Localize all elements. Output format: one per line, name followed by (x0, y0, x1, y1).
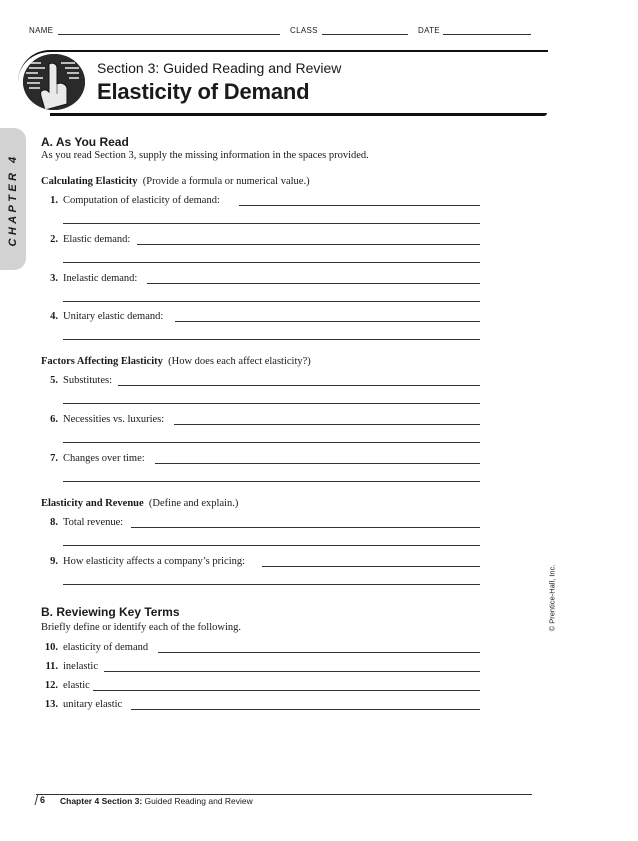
question-number: 6. (50, 414, 58, 425)
group-title: Elasticity and Revenue (41, 498, 144, 509)
question-number: 7. (50, 453, 58, 464)
question-text: Unitary elastic demand: (63, 311, 164, 322)
footer-caption (60, 796, 253, 806)
answer-line[interactable] (63, 481, 480, 482)
question-text: Elastic demand: (63, 234, 131, 245)
answer-line[interactable] (63, 223, 480, 224)
term-number: 11. (45, 661, 58, 672)
term-text: elastic (63, 680, 90, 691)
question-text: Necessities vs. luxuries: (63, 414, 165, 425)
answer-line[interactable] (147, 283, 480, 284)
answer-line[interactable] (63, 584, 480, 585)
term-number: 12. (44, 680, 58, 691)
footer-bold: Chapter 4 Section 3: (60, 796, 143, 806)
question-number: 1. (50, 195, 58, 206)
group-heading-revenue (41, 498, 238, 509)
section-a-instruction: As you read Section 3, supply the missing information in the spaces provided. (41, 150, 369, 161)
footer-rest: Guided Reading and Review (142, 796, 253, 806)
answer-line[interactable] (63, 301, 480, 302)
copyright-notice: © Prentice-Hall, Inc. (547, 564, 557, 632)
group-title: Calculating Elasticity (41, 176, 138, 187)
answer-line[interactable] (131, 527, 480, 528)
class-label: CLASS (290, 26, 318, 35)
group-heading-factors (41, 356, 311, 367)
question-text: Inelastic demand: (63, 273, 138, 284)
answer-line[interactable] (63, 403, 480, 404)
answer-line[interactable] (155, 463, 480, 464)
answer-line[interactable] (174, 424, 480, 425)
term-number: 10. (44, 642, 58, 653)
section-subtitle: Section 3: Guided Reading and Review (97, 60, 342, 76)
group-title: Factors Affecting Elasticity (41, 356, 163, 367)
section-b-heading: B. Reviewing Key Terms (41, 605, 180, 619)
question-text: Total revenue: (63, 517, 124, 528)
page-title: Elasticity of Demand (97, 79, 310, 104)
term-text: unitary elastic (63, 699, 123, 710)
section-badge-icon (23, 54, 85, 110)
term-text: elasticity of demand (63, 642, 149, 653)
question-number: 8. (50, 517, 58, 528)
answer-line[interactable] (131, 709, 480, 710)
question-number: 3. (50, 273, 58, 284)
date-label: DATE (418, 26, 440, 35)
answer-line[interactable] (239, 205, 480, 206)
answer-line[interactable] (262, 566, 480, 567)
answer-line[interactable] (63, 339, 480, 340)
group-note: (Provide a formula or numerical value.) (142, 176, 310, 187)
question-number: 2. (50, 234, 58, 245)
class-field[interactable] (322, 34, 408, 35)
term-number: 13. (44, 699, 58, 710)
question-text: Changes over time: (63, 453, 145, 464)
question-text: How elasticity affects a company’s pricing: (63, 556, 246, 567)
group-note: (Define and explain.) (148, 498, 239, 509)
answer-line[interactable] (93, 690, 480, 691)
name-label: NAME (29, 26, 54, 35)
answer-line[interactable] (63, 545, 480, 546)
group-note: (How does each affect elasticity?) (168, 356, 311, 367)
question-number: 4. (50, 311, 58, 322)
chapter-tab-label: CHAPTER 4 (7, 153, 19, 247)
title-underline (50, 113, 547, 116)
question-text: Substitutes: (63, 375, 113, 386)
term-text: inelastic (63, 661, 98, 672)
question-text: Computation of elasticity of demand: (63, 195, 220, 206)
date-field[interactable] (443, 34, 531, 35)
answer-line[interactable] (137, 244, 480, 245)
answer-line[interactable] (63, 262, 480, 263)
section-a-heading: A. As You Read (41, 135, 129, 149)
page-number: 6 (40, 795, 46, 805)
answer-line[interactable] (104, 671, 480, 672)
group-heading-calculating (41, 176, 310, 187)
footer-rule (36, 794, 532, 795)
answer-line[interactable] (175, 321, 480, 322)
question-number: 9. (50, 556, 58, 567)
answer-line[interactable] (118, 385, 480, 386)
answer-line[interactable] (63, 442, 480, 443)
section-b-instruction: Briefly define or identify each of the following. (41, 622, 242, 633)
answer-line[interactable] (158, 652, 480, 653)
footer-tick (35, 794, 39, 805)
question-number: 5. (50, 375, 58, 386)
name-field[interactable] (58, 34, 280, 35)
